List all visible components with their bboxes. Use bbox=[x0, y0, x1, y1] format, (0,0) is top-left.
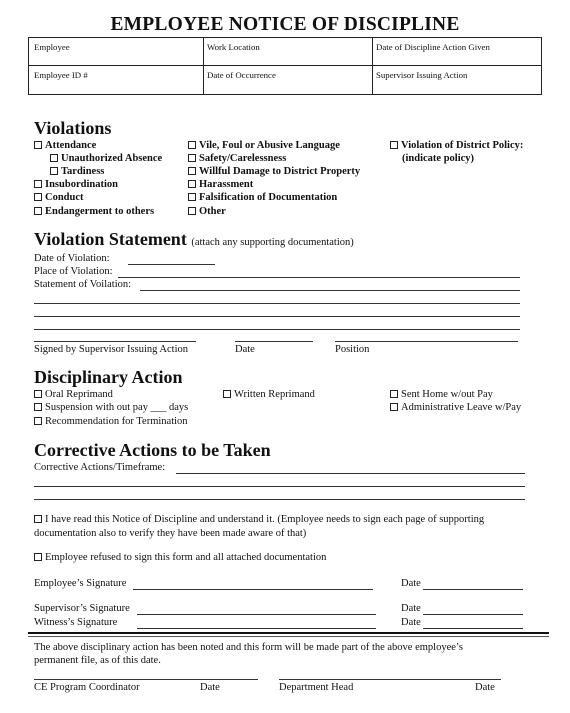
checkbox-icon[interactable] bbox=[188, 180, 196, 188]
supervisor-signature-line[interactable] bbox=[34, 341, 196, 342]
corrective-actions-heading: Corrective Actions to be Taken bbox=[34, 440, 271, 460]
corrective-line[interactable] bbox=[176, 473, 525, 474]
statement-of-violation-label: Statement of Voilation: bbox=[34, 279, 132, 290]
coordinator-signature-line[interactable] bbox=[34, 679, 258, 680]
footer-divider bbox=[28, 632, 549, 634]
supervisor-date-label: Date bbox=[401, 603, 421, 614]
checkbox-icon[interactable] bbox=[34, 515, 42, 523]
checkbox-termination[interactable]: Recommendation for Termination bbox=[34, 416, 188, 427]
checkbox-willful-damage[interactable]: Willful Damage to District Property bbox=[188, 166, 360, 177]
disciplinary-action-heading: Disciplinary Action bbox=[34, 367, 183, 387]
checkbox-unauthorized-absence[interactable]: Unauthorized Absence bbox=[50, 153, 162, 164]
checkbox-icon[interactable] bbox=[188, 141, 196, 149]
grid-divider bbox=[29, 65, 541, 66]
dept-head-label: Department Head bbox=[279, 682, 354, 693]
corrective-line[interactable] bbox=[34, 486, 525, 487]
date-of-violation-label: Date of Violation: bbox=[34, 253, 110, 264]
checkbox-admin-leave[interactable]: Administrative Leave w/Pay bbox=[390, 402, 521, 413]
footer-divider-thin bbox=[28, 636, 549, 637]
checkbox-icon[interactable] bbox=[34, 553, 42, 561]
checkbox-falsification[interactable]: Falsification of Documentation bbox=[188, 192, 337, 203]
witness-date-line[interactable] bbox=[423, 628, 523, 629]
checkbox-insubordination[interactable]: Insubordination bbox=[34, 179, 118, 190]
employee-field[interactable]: Employee bbox=[34, 42, 70, 52]
signed-by-label: Signed by Supervisor Issuing Action bbox=[34, 344, 188, 355]
supervisor-position-line[interactable] bbox=[335, 341, 518, 342]
checkbox-icon[interactable] bbox=[34, 141, 42, 149]
checkbox-icon[interactable] bbox=[390, 390, 398, 398]
violation-statement-heading bbox=[34, 229, 354, 250]
employee-date-label: Date bbox=[401, 578, 421, 589]
checkbox-acknowledge[interactable]: I have read this Notice of Discipline and understand it. (Employee needs to sign each page of supporting bbox=[34, 514, 484, 525]
district-policy-note: (indicate policy) bbox=[402, 153, 475, 164]
checkbox-attendance[interactable]: Attendance bbox=[34, 140, 96, 151]
checkbox-icon[interactable] bbox=[390, 141, 398, 149]
supervisor-date-line[interactable] bbox=[423, 614, 523, 615]
checkbox-tardiness[interactable]: Tardiness bbox=[50, 166, 104, 177]
checkbox-conduct[interactable]: Conduct bbox=[34, 192, 84, 203]
position-label: Position bbox=[335, 344, 370, 355]
place-of-violation-line[interactable] bbox=[118, 277, 520, 278]
acknowledge-text-line2: documentation also to verify they have been made aware of that) bbox=[34, 528, 307, 539]
statement-line[interactable] bbox=[34, 316, 520, 317]
footer-note-line1: The above disciplinary action has been noted and this form will be made part of the above employee’s bbox=[34, 642, 463, 653]
employee-signature-line[interactable] bbox=[133, 589, 373, 590]
checkbox-endangerment[interactable]: Endangerment to others bbox=[34, 206, 154, 217]
checkbox-sent-home[interactable]: Sent Home w/out Pay bbox=[390, 389, 493, 400]
header-info-grid bbox=[28, 37, 542, 95]
checkbox-icon[interactable] bbox=[50, 167, 58, 175]
supervisor-signature-line[interactable] bbox=[137, 614, 376, 615]
place-of-violation-label: Place of Violation: bbox=[34, 266, 113, 277]
violation-statement-note: (attach any supporting documentation) bbox=[191, 237, 354, 248]
statement-line[interactable] bbox=[34, 303, 520, 304]
witness-date-label: Date bbox=[401, 617, 421, 628]
checkbox-icon[interactable] bbox=[223, 390, 231, 398]
supervisor-date-line[interactable] bbox=[235, 341, 313, 342]
checkbox-written-reprimand[interactable]: Written Reprimand bbox=[223, 389, 315, 400]
checkbox-icon[interactable] bbox=[34, 180, 42, 188]
dept-head-date-label: Date bbox=[475, 682, 495, 693]
checkbox-icon[interactable] bbox=[188, 154, 196, 162]
supervisor-signature-label: Supervisor’s Signature bbox=[34, 603, 130, 614]
violation-statement-title: Violation Statement bbox=[34, 229, 187, 249]
witness-signature-line[interactable] bbox=[137, 628, 376, 629]
coordinator-date-label: Date bbox=[200, 682, 220, 693]
statement-date-label: Date bbox=[235, 344, 255, 355]
checkbox-safety[interactable]: Safety/Carelessness bbox=[188, 153, 286, 164]
checkbox-icon[interactable] bbox=[34, 417, 42, 425]
coordinator-label: CE Program Coordinator bbox=[34, 682, 140, 693]
footer-note-line2: permanent file, as of this date. bbox=[34, 655, 161, 666]
checkbox-icon[interactable] bbox=[390, 403, 398, 411]
corrective-actions-label: Corrective Actions/Timeframe: bbox=[34, 462, 166, 473]
date-of-violation-line[interactable] bbox=[128, 264, 215, 265]
grid-divider bbox=[203, 38, 204, 94]
violations-heading: Violations bbox=[34, 118, 112, 138]
checkbox-abusive-language[interactable]: Vile, Foul or Abusive Language bbox=[188, 140, 340, 151]
checkbox-refused[interactable]: Employee refused to sign this form and all attached documentation bbox=[34, 552, 326, 563]
checkbox-icon[interactable] bbox=[50, 154, 58, 162]
checkbox-harassment[interactable]: Harassment bbox=[188, 179, 253, 190]
date-action-field[interactable]: Date of Discipline Action Given bbox=[376, 42, 490, 52]
checkbox-icon[interactable] bbox=[34, 193, 42, 201]
checkbox-district-policy[interactable]: Violation of District Policy: bbox=[390, 140, 523, 151]
checkbox-oral-reprimand[interactable]: Oral Reprimand bbox=[34, 389, 113, 400]
corrective-line[interactable] bbox=[34, 499, 525, 500]
date-occurrence-field[interactable]: Date of Occurrence bbox=[207, 70, 276, 80]
checkbox-suspension[interactable]: Suspension with out pay ___ days bbox=[34, 402, 188, 413]
checkbox-icon[interactable] bbox=[188, 207, 196, 215]
witness-signature-label: Witness’s Signature bbox=[34, 617, 118, 628]
dept-head-signature-line[interactable] bbox=[279, 679, 501, 680]
grid-divider bbox=[372, 38, 373, 94]
employee-signature-label: Employee’s Signature bbox=[34, 578, 127, 589]
checkbox-icon[interactable] bbox=[34, 403, 42, 411]
checkbox-icon[interactable] bbox=[188, 193, 196, 201]
checkbox-icon[interactable] bbox=[34, 207, 42, 215]
checkbox-icon[interactable] bbox=[34, 390, 42, 398]
checkbox-icon[interactable] bbox=[188, 167, 196, 175]
checkbox-other[interactable]: Other bbox=[188, 206, 226, 217]
work-location-field[interactable]: Work Location bbox=[207, 42, 260, 52]
statement-line[interactable] bbox=[34, 329, 520, 330]
employee-date-line[interactable] bbox=[423, 589, 523, 590]
employee-id-field[interactable]: Employee ID # bbox=[34, 70, 88, 80]
supervisor-field[interactable]: Supervisor Issuing Action bbox=[376, 70, 468, 80]
statement-line[interactable] bbox=[140, 290, 520, 291]
page-title: EMPLOYEE NOTICE OF DISCIPLINE bbox=[110, 14, 460, 35]
